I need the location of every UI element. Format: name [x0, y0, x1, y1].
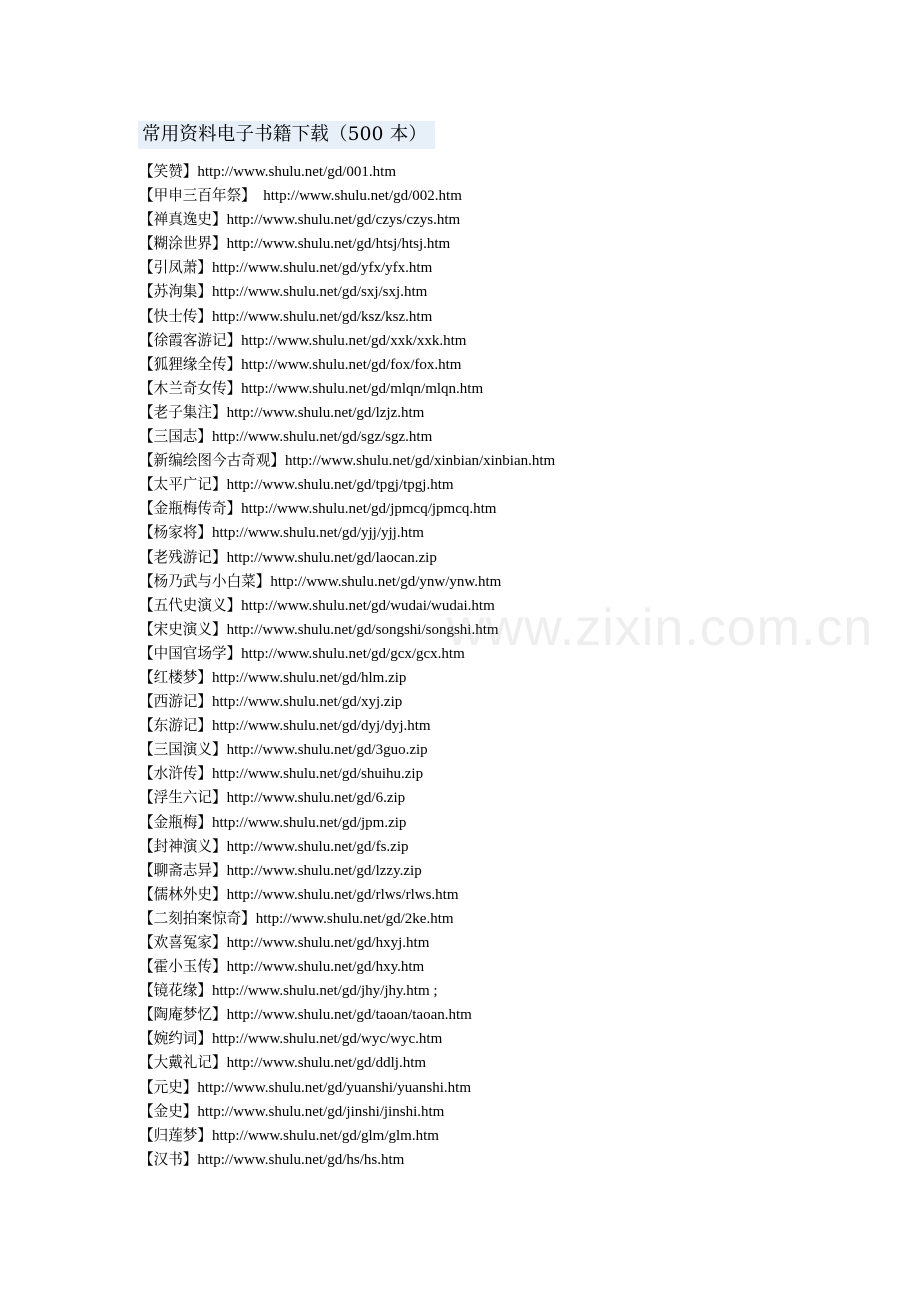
book-title: 【金瓶梅】	[139, 813, 212, 831]
download-link[interactable]: http://www.shulu.net/gd/wudai/wudai.htm	[241, 597, 495, 614]
list-item	[139, 473, 555, 497]
list-item	[139, 160, 555, 184]
book-title: 【禅真逸史】	[139, 211, 227, 229]
list-item	[139, 256, 555, 280]
book-title: 【金史】	[139, 1102, 198, 1120]
download-link[interactable]: http://www.shulu.net/gd/002.htm	[255, 188, 462, 205]
book-title: 【大戴礼记】	[139, 1054, 227, 1072]
list-item	[139, 1100, 555, 1124]
download-link[interactable]: http://www.shulu.net/gd/ksz/ksz.htm	[211, 308, 433, 325]
list-item	[139, 570, 555, 594]
download-link[interactable]: http://www.shulu.net/gd/2ke.htm	[255, 910, 454, 927]
list-item	[139, 1148, 555, 1172]
download-link[interactable]: http://www.shulu.net/gd/dyj/dyj.htm	[211, 718, 431, 735]
download-link[interactable]: http://www.shulu.net/gd/3guo.zip	[226, 742, 428, 759]
book-title: 【中国官场学】	[139, 644, 242, 662]
book-title: 【太平广记】	[139, 476, 227, 494]
download-link[interactable]: http://www.shulu.net/gd/hxy.htm	[226, 959, 425, 976]
book-title: 【浮生六记】	[139, 789, 227, 807]
list-item	[139, 883, 555, 907]
download-link[interactable]: http://www.shulu.net/gd/hlm.zip	[211, 669, 407, 686]
book-title: 【徐霞客游记】	[139, 331, 242, 349]
book-title: 【东游记】	[139, 717, 212, 735]
list-item	[139, 280, 555, 304]
book-title: 【杨乃武与小白菜】	[139, 572, 271, 590]
download-link[interactable]: http://www.shulu.net/gd/6.zip	[226, 790, 406, 807]
download-link[interactable]: http://www.shulu.net/gd/xxk/xxk.htm	[241, 332, 467, 349]
download-link[interactable]: http://www.shulu.net/gd/hs/hs.htm	[197, 1151, 405, 1168]
list-item	[139, 931, 555, 955]
list-item	[139, 1051, 555, 1075]
list-item	[139, 521, 555, 545]
list-item	[139, 690, 555, 714]
download-link[interactable]: http://www.shulu.net/gd/jpm.zip	[211, 814, 407, 831]
book-title: 【欢喜冤家】	[139, 934, 227, 951]
list-item	[139, 497, 555, 521]
list-item	[139, 859, 555, 883]
book-title: 【狐狸缘全传】	[139, 355, 242, 373]
download-link[interactable]: http://www.shulu.net/gd/hxyj.htm	[226, 935, 430, 951]
download-link[interactable]: http://www.shulu.net/gd/fs.zip	[226, 838, 409, 855]
list-item	[139, 401, 555, 425]
list-item	[139, 184, 555, 208]
book-title: 【杨家将】	[139, 524, 212, 542]
book-title: 【二刻拍案惊奇】	[139, 909, 256, 927]
list-item	[139, 425, 555, 449]
list-item	[139, 208, 555, 232]
download-link[interactable]: http://www.shulu.net/gd/gcx/gcx.htm	[241, 645, 465, 662]
book-title: 【婉约词】	[139, 1030, 212, 1048]
list-item	[139, 979, 555, 1003]
book-title: 【木兰奇女传】	[139, 379, 242, 397]
list-item	[139, 955, 555, 979]
book-title: 【新编绘图今古奇观】	[139, 452, 285, 470]
list-item	[139, 666, 555, 690]
list-item	[139, 305, 555, 329]
list-item	[139, 594, 555, 618]
list-item	[139, 329, 555, 353]
download-link[interactable]: http://www.shulu.net/gd/shuihu.zip	[211, 766, 424, 783]
list-item	[139, 1027, 555, 1051]
list-item	[139, 786, 555, 810]
download-link[interactable]: http://www.shulu.net/gd/mlqn/mlqn.htm	[241, 380, 484, 397]
book-title: 【甲申三百年祭】	[139, 187, 256, 205]
download-link[interactable]: http://www.shulu.net/gd/jhy/jhy.htm ;	[211, 983, 438, 1000]
list-item	[139, 714, 555, 738]
list-item	[139, 835, 555, 859]
book-title: 【引凤萧】	[139, 259, 212, 277]
book-title: 【儒林外史】	[139, 885, 227, 903]
book-title: 【封神演义】	[139, 837, 227, 855]
list-item	[139, 353, 555, 377]
list-item	[139, 449, 555, 473]
book-title: 【元史】	[139, 1078, 198, 1096]
document-title: 常用资料电子书籍下载（500 本）	[142, 124, 428, 145]
download-link[interactable]: http://www.shulu.net/gd/sxj/sxj.htm	[211, 284, 428, 301]
download-link[interactable]: http://www.shulu.net/gd/wyc/wyc.htm	[211, 1031, 443, 1048]
download-link[interactable]: http://www.shulu.net/gd/taoan/taoan.htm	[226, 1007, 472, 1024]
book-title: 【归莲梦】	[139, 1126, 212, 1144]
download-link[interactable]: http://www.shulu.net/gd/htsj/htsj.htm	[226, 236, 451, 253]
list-item	[139, 1124, 555, 1148]
download-link[interactable]: http://www.shulu.net/gd/yjj/yjj.htm	[211, 525, 424, 542]
download-link[interactable]: http://www.shulu.net/gd/laocan.zip	[226, 549, 437, 566]
list-item	[139, 232, 555, 256]
download-link[interactable]: http://www.shulu.net/gd/ddlj.htm	[226, 1055, 427, 1072]
download-link[interactable]: http://www.shulu.net/gd/jpmcq/jpmcq.htm	[241, 501, 497, 518]
book-title: 【笑赞】	[139, 163, 198, 180]
book-title: 【汉书】	[139, 1150, 198, 1168]
list-item	[139, 738, 555, 762]
list-item	[139, 618, 555, 642]
list-item	[139, 1003, 555, 1027]
list-item	[139, 642, 555, 666]
book-title: 【聊斋志异】	[139, 861, 227, 879]
book-title: 【三国演义】	[139, 741, 227, 759]
book-title: 【陶庵梦忆】	[139, 1006, 227, 1024]
download-link[interactable]: http://www.shulu.net/gd/xinbian/xinbian.htm	[284, 453, 556, 470]
book-title: 【苏洵集】	[139, 283, 212, 301]
watermark: www.zixin.com.cn	[447, 599, 874, 657]
download-link[interactable]: http://www.shulu.net/gd/czys/czys.htm	[226, 212, 461, 229]
book-title: 【老子集注】	[139, 403, 227, 421]
list-item	[139, 377, 555, 401]
download-link[interactable]: http://www.shulu.net/gd/ynw/ynw.htm	[270, 573, 502, 590]
list-item	[139, 1076, 555, 1100]
list-item	[139, 546, 555, 570]
download-link[interactable]: http://www.shulu.net/gd/xyj.zip	[211, 694, 403, 711]
book-title: 【老残游记】	[139, 548, 227, 566]
download-link[interactable]: http://www.shulu.net/gd/001.htm	[197, 164, 397, 180]
download-link[interactable]: http://www.shulu.net/gd/rlws/rlws.htm	[226, 886, 459, 903]
list-item	[139, 811, 555, 835]
book-title: 【水浒传】	[139, 765, 212, 783]
list-item	[139, 762, 555, 786]
book-title: 【三国志】	[139, 428, 212, 446]
download-link[interactable]: http://www.shulu.net/gd/sgz/sgz.htm	[211, 429, 433, 446]
book-title: 【快士传】	[139, 307, 212, 325]
download-link[interactable]: http://www.shulu.net/gd/jinshi/jinshi.htm	[197, 1103, 445, 1120]
list-item	[139, 907, 555, 931]
book-title: 【红楼梦】	[139, 668, 212, 686]
download-link[interactable]: http://www.shulu.net/gd/yfx/yfx.htm	[211, 260, 433, 277]
download-link[interactable]: http://www.shulu.net/gd/tpgj/tpgj.htm	[226, 477, 454, 494]
ebook-list	[139, 160, 555, 1172]
book-title: 【西游记】	[139, 693, 212, 711]
download-link[interactable]: http://www.shulu.net/gd/yuanshi/yuanshi.htm	[197, 1079, 471, 1096]
download-link[interactable]: http://www.shulu.net/gd/fox/fox.htm	[241, 356, 462, 373]
book-title: 【宋史演义】	[139, 620, 227, 638]
book-title: 【五代史演义】	[139, 596, 242, 614]
download-link[interactable]: http://www.shulu.net/gd/glm/glm.htm	[211, 1127, 439, 1144]
download-link[interactable]: http://www.shulu.net/gd/lzjz.htm	[226, 404, 425, 421]
book-title: 【霍小玉传】	[139, 958, 227, 976]
download-link[interactable]: http://www.shulu.net/gd/lzzy.zip	[226, 862, 422, 879]
book-title: 【糊涂世界】	[139, 235, 227, 253]
download-link[interactable]: http://www.shulu.net/gd/songshi/songshi.htm	[226, 621, 499, 638]
book-title: 【镜花缘】	[139, 982, 212, 1000]
book-title: 【金瓶梅传奇】	[139, 500, 242, 518]
